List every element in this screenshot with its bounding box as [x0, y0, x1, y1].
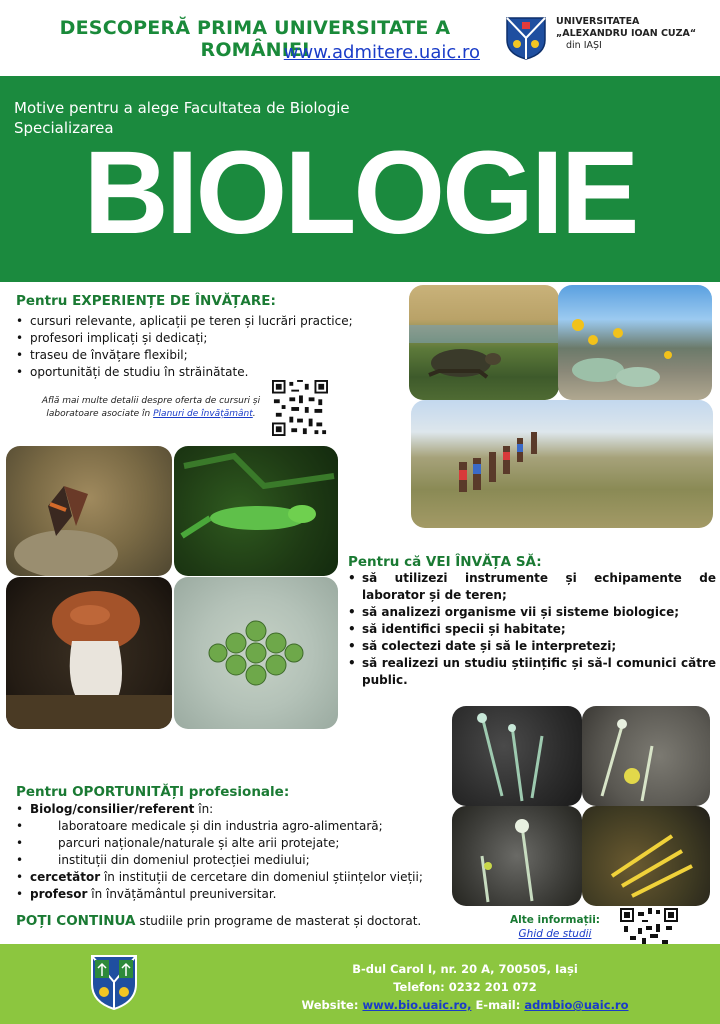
list-item [14, 886, 454, 903]
qr-code-icon[interactable] [272, 380, 328, 436]
list-item-text: în instituții de cercetare din domeniul științelor vieții; [100, 870, 423, 884]
continua-bold: POȚI CONTINUA [16, 913, 136, 929]
page-title: BIOLOGIE [83, 127, 637, 259]
note-suffix: . [252, 409, 256, 419]
list-item: • să utilizezi instrumente și echipamente de laborator și de teren; [346, 570, 716, 604]
note-text: Află mai multe detalii despre oferta de cursuri și laboratoare asociate în [41, 396, 261, 419]
list-item [14, 801, 454, 818]
list-subitem [14, 818, 454, 835]
list-item: • să colectezi date și să le interpretezi; [346, 638, 716, 655]
photo-porcini-mushroom [6, 577, 172, 729]
continua-text: studiile prin programe de masterat și doctorat. [135, 914, 422, 928]
oportunitati-list [14, 801, 454, 903]
list-item: • profesori implicați și dedicați; [14, 330, 394, 347]
alte-title: Alte informații: [510, 914, 600, 926]
banner-subtitle: Motive pentru a alege Facultatea de Biologie [14, 99, 350, 117]
admitere-link[interactable]: www.admitere.uaic.ro [283, 42, 480, 63]
list-item-bold: Biolog/consilier/referent [30, 802, 195, 816]
photo-mold-microscope-1 [452, 706, 582, 806]
list-item: • traseu de învățare flexibil; [14, 347, 394, 364]
list-item: • oportunități de studiu în străinătate. [14, 364, 394, 381]
footer-phone: Telefon: 0232 201 072 [393, 980, 537, 994]
photo-mold-microscope-2 [582, 706, 710, 806]
list-item-bold: cercetător [30, 870, 101, 884]
footer-address: B-dul Carol I, nr. 20 A, 700505, Iași [352, 962, 578, 976]
list-item-text: în învățământul preuniversitar. [87, 887, 277, 901]
ghid-studii-link[interactable]: Ghid de studii [518, 928, 592, 940]
planuri-link[interactable]: Planuri de învățământ [153, 409, 253, 419]
list-item: • să identifici specii și habitate; [346, 621, 716, 638]
photo-field-trip [411, 400, 713, 528]
vei-invata-heading: Pentru că VEI ÎNVĂȚA SĂ: [348, 554, 542, 570]
list-item: • cursuri relevante, aplicații pe teren și lucrări practice; [14, 313, 394, 330]
header-title: DESCOPERĂ PRIMA UNIVERSITATE A ROMÂNIEI [59, 17, 451, 61]
website-link[interactable]: www.bio.uaic.ro, [362, 998, 472, 1012]
list-item: • să realizezi un studiu științific și să-l comunici către public. [346, 655, 716, 689]
list-subitem-text: parcuri naționale/naturale și alte arii protejate; [58, 836, 340, 850]
faculty-crest-icon [90, 954, 138, 1010]
university-line1: UNIVERSITATEA [556, 16, 640, 27]
experiente-list [14, 313, 394, 381]
photo-wildflowers [558, 285, 712, 400]
university-line3: din IAȘI [566, 40, 602, 51]
continua-studii [16, 913, 421, 929]
list-subitem [14, 835, 454, 852]
photo-mold-microscope-4 [582, 806, 710, 906]
photo-turtle-wetland [409, 285, 559, 400]
email-label: E-mail: [471, 998, 525, 1012]
more-info-note [20, 395, 282, 421]
photo-green-algae-microscope [174, 577, 338, 729]
university-line2: „ALEXANDRU IOAN CUZA“ [556, 28, 697, 39]
vei-invata-list [346, 570, 716, 689]
email-link[interactable]: admbio@uaic.ro [524, 998, 629, 1012]
list-subitem [14, 852, 454, 869]
list-subitem-text: instituții din domeniul protecției mediului; [58, 853, 310, 867]
list-item-text: în: [194, 802, 214, 816]
banner-specialization-label: Specializarea [14, 119, 114, 137]
oportunitati-heading: Pentru OPORTUNITĂȚI profesionale: [16, 784, 290, 800]
footer-web-email [290, 996, 640, 1014]
photo-mold-microscope-3 [452, 806, 582, 906]
alte-informatii [500, 913, 610, 941]
website-label: Website: [301, 998, 363, 1012]
university-crest-icon [505, 16, 547, 60]
university-name [556, 16, 716, 52]
photo-butterfly [6, 446, 172, 576]
list-item-bold: profesor [30, 887, 88, 901]
list-item: • să analizezi organisme vii și sisteme biologice; [346, 604, 716, 621]
list-subitem-text: laboratoare medicale și din industria agro-alimentară; [58, 819, 383, 833]
footer-contact [290, 960, 640, 1014]
photo-green-lizard [174, 446, 338, 576]
list-item [14, 869, 454, 886]
experiente-heading: Pentru EXPERIENȚE DE ÎNVĂȚARE: [16, 293, 276, 309]
